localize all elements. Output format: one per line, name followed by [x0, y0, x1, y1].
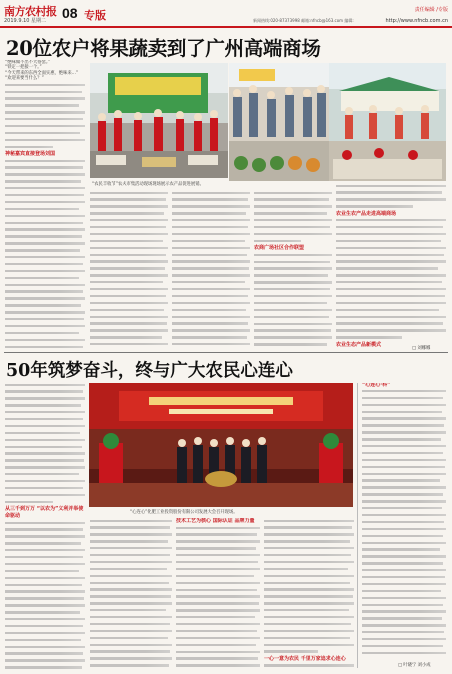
- sidebar-title: “心连心·科”: [362, 383, 391, 388]
- story2-author: □ 叶晓宁 刘小成: [398, 663, 431, 668]
- story2-subhead-3: 一心一意为农民 千里万家追求心连心: [264, 655, 346, 662]
- story1-photo-caption: “农民丰收节”农夫市集活动现场现场展示农产品促进展销。: [92, 182, 204, 187]
- contact-line: 新闻热线:020-87373998 邮箱:nfncb@163.com 编辑:: [253, 18, 354, 23]
- story2-headline: 50年筑梦奋斗，终与广大农民心连心: [6, 361, 293, 381]
- stall-photo: [329, 63, 446, 141]
- story2-column-3: [176, 518, 260, 670]
- intro-quote-1: “绝味做不出不大俗套。”: [5, 60, 51, 65]
- issue-date: 2019.9.10 星期二: [4, 18, 47, 24]
- story1-column-3: [172, 190, 250, 348]
- story1-subhead-1: 神秘嘉宾直接登场刘国: [5, 151, 56, 158]
- story1-subhead-4: 农业生态产品新模式: [336, 341, 382, 348]
- story2-column-2: [90, 518, 172, 670]
- story2-column-4: [264, 518, 354, 670]
- story1-headline: 20位农户将果蔬卖到了广州高端商场: [6, 37, 321, 60]
- page-number: 08: [62, 5, 78, 21]
- sidebar-divider: [357, 383, 358, 668]
- story1-column-4: [254, 190, 332, 348]
- story1-subhead-2: 农业生农产品走进高端商场: [336, 210, 397, 217]
- fruit-stand-photo: [329, 141, 446, 181]
- editor-note: 责任编辑 /专版: [414, 7, 448, 13]
- story2-subhead-2: 技术工艺为核心 国际认证 品牌力量: [176, 518, 255, 524]
- newspaper-masthead: 南方农村报: [4, 5, 57, 18]
- story1-column-5: [336, 183, 446, 348]
- body-text-block: [5, 160, 85, 348]
- story2-photo-caption: “心连心”化肥工业投资股份有限公司发展大会召开现场。: [130, 510, 238, 515]
- market-stage-photo: [90, 63, 228, 178]
- intro-quote-4: “欢迎来要当什么？”: [5, 76, 44, 82]
- story1-column-1: [5, 60, 85, 348]
- story2-column-1: [5, 382, 85, 670]
- story-divider: [4, 352, 448, 353]
- ceremony-photo: [89, 383, 353, 507]
- crowd-photo: [229, 63, 329, 141]
- story1-subhead-3: 农商广场社区合作联盟: [254, 245, 305, 252]
- produce-photo: [229, 141, 329, 181]
- section-label: 专版: [84, 10, 106, 22]
- intro-quote-2: “铁定一把接一个。”: [5, 65, 42, 71]
- website-url: http://www.nfncb.com.cn: [385, 18, 448, 24]
- intro-quote-3: “今天带来的东西全面实惠，绝味来…”: [5, 70, 79, 76]
- story1-column-2: [90, 190, 168, 348]
- body-text-block: [5, 84, 85, 151]
- header-rule: [0, 26, 452, 28]
- story1-reporter: □ 刘娜娜: [412, 346, 431, 351]
- story2-subhead-1: 从三千到万万 “以农为”义利并举使命驱动: [5, 506, 84, 520]
- story2-sidebar: [362, 383, 446, 659]
